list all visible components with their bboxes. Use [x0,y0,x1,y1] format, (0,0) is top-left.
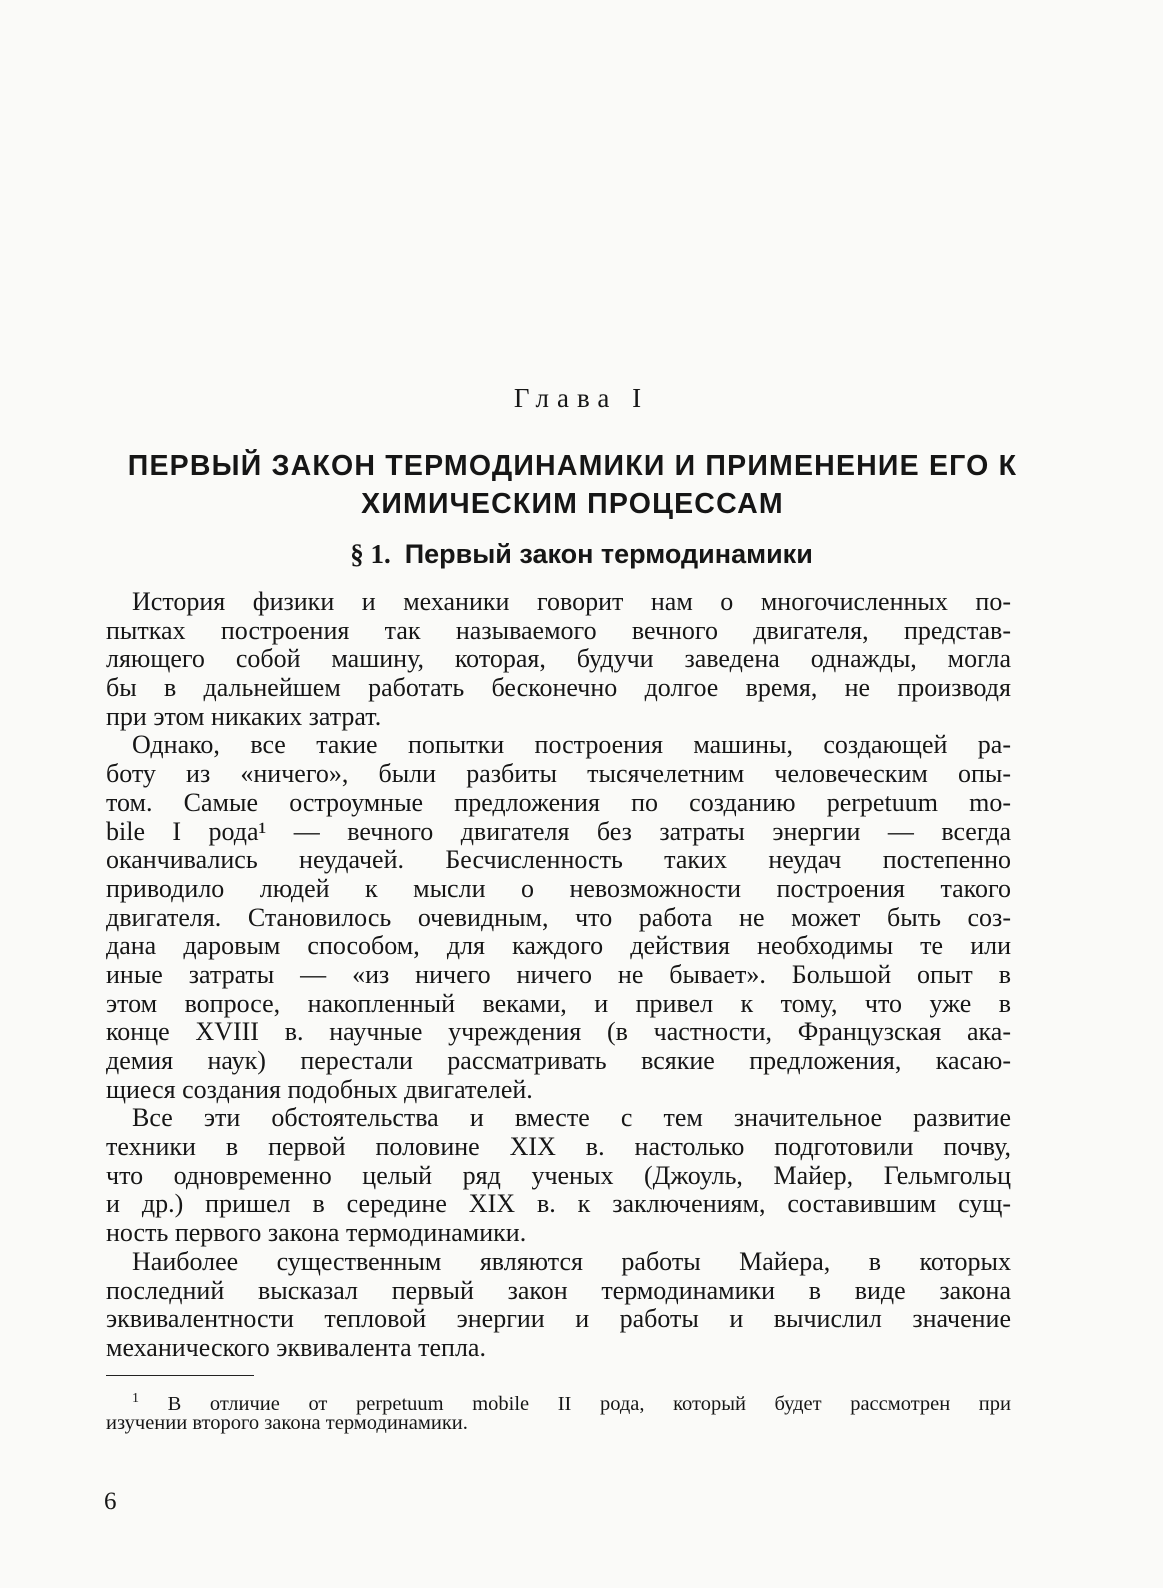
text-line: механического эквивалента тепла. [106,1332,486,1362]
section-mark: § 1. [350,539,391,569]
page-number: 6 [104,1488,117,1515]
text-line: и др.) пришел в середине XIX в. к заключениям, составившим сущ- [106,1189,1011,1219]
text-line: ность первого закона термодинамики. [106,1218,527,1248]
text-line: дана даровым способом, для каждого действия необходимы те или [106,931,1011,961]
text-line: Однако, все такие попытки построения машины, создающей ра- [132,730,1011,760]
text-line: История физики и механики говорит нам о многочисленных по- [132,587,1011,616]
text-line: конце XVIII в. научные учреждения (в частности, Французская ака- [106,1017,1011,1047]
section-heading [0,539,1163,570]
chapter-title-line: ХИМИЧЕСКИМ ПРОЦЕССАМ [361,488,784,520]
chapter-label: Глава I [513,383,650,413]
text-line: что одновременно целый ряд ученых (Джоуль, Майер, Гельмгольц [106,1160,1011,1190]
footnote-text: В отличие от perpetuum mobile II рода, который будет рассмотрен при [167,1393,1012,1415]
paragraph [106,588,1011,731]
body-text [106,588,1011,1363]
text-line: пытках построения так называемого вечного двигателя, представ- [106,615,1011,645]
text-line: ляющего собой машину, которая, будучи заведена однажды, могла [106,644,1011,674]
footnote-divider [106,1375,254,1376]
text-line: этом вопросе, накопленный веками, и привел к тому, что уже в [106,988,1011,1018]
footnote-line [106,1386,1012,1415]
text-line: боту из «ничего», были разбиты тысячелетним человеческим опы- [106,759,1011,789]
text-line: иные затраты — «из ничего ничего не бывает». Большой опыт в [106,959,1011,989]
text-line: техники в первой половине XIX в. настолько подготовили почву, [106,1132,1011,1162]
footnote-marker: 1 [132,1391,139,1406]
section-title: Первый закон термодинамики [404,539,813,569]
footnote-line: изучении второго закона термодинамики. [106,1412,468,1434]
paragraph [106,1104,1011,1247]
chapter-title [100,447,1045,523]
text-line: двигателя. Становилось очевидным, что работа не может быть соз- [106,902,1011,932]
paragraph [106,1248,1011,1363]
text-line: щиеся создания подобных двигателей. [106,1074,533,1104]
text-line: бы в дальнейшем работать бесконечно долгое время, не производя [106,673,1011,703]
text-line: при этом никаких затрат. [106,701,382,731]
text-line: демия наук) перестали рассматривать всякие предложения, касаю- [106,1046,1011,1075]
text-line: bile I рода¹ — вечного двигателя без затраты энергии — всегда [106,816,1011,846]
chapter-title-line: ПЕРВЫЙ ЗАКОН ТЕРМОДИНАМИКИ И ПРИМЕНЕНИЕ ЕГО К [127,450,1018,482]
text-line: Все эти обстоятельства и вместе с тем значительное развитие [132,1103,1011,1133]
text-line: последний высказал первый закон термодинамики в виде закона [106,1275,1011,1305]
paragraph [106,731,1011,1104]
footnote [106,1386,1011,1436]
text-line: эквивалентности тепловой энергии и работы и вычислил значение [106,1304,1011,1334]
text-line: том. Самые остроумные предложения по созданию perpetuum mo- [106,787,1011,817]
text-line: оканчивались неудачей. Бесчисленность таких неудач постепенно [106,845,1011,875]
text-line: Наиболее существенным являются работы Майера, в которых [132,1246,1011,1276]
text-line: приводило людей к мысли о невозможности построения такого [106,873,1011,903]
